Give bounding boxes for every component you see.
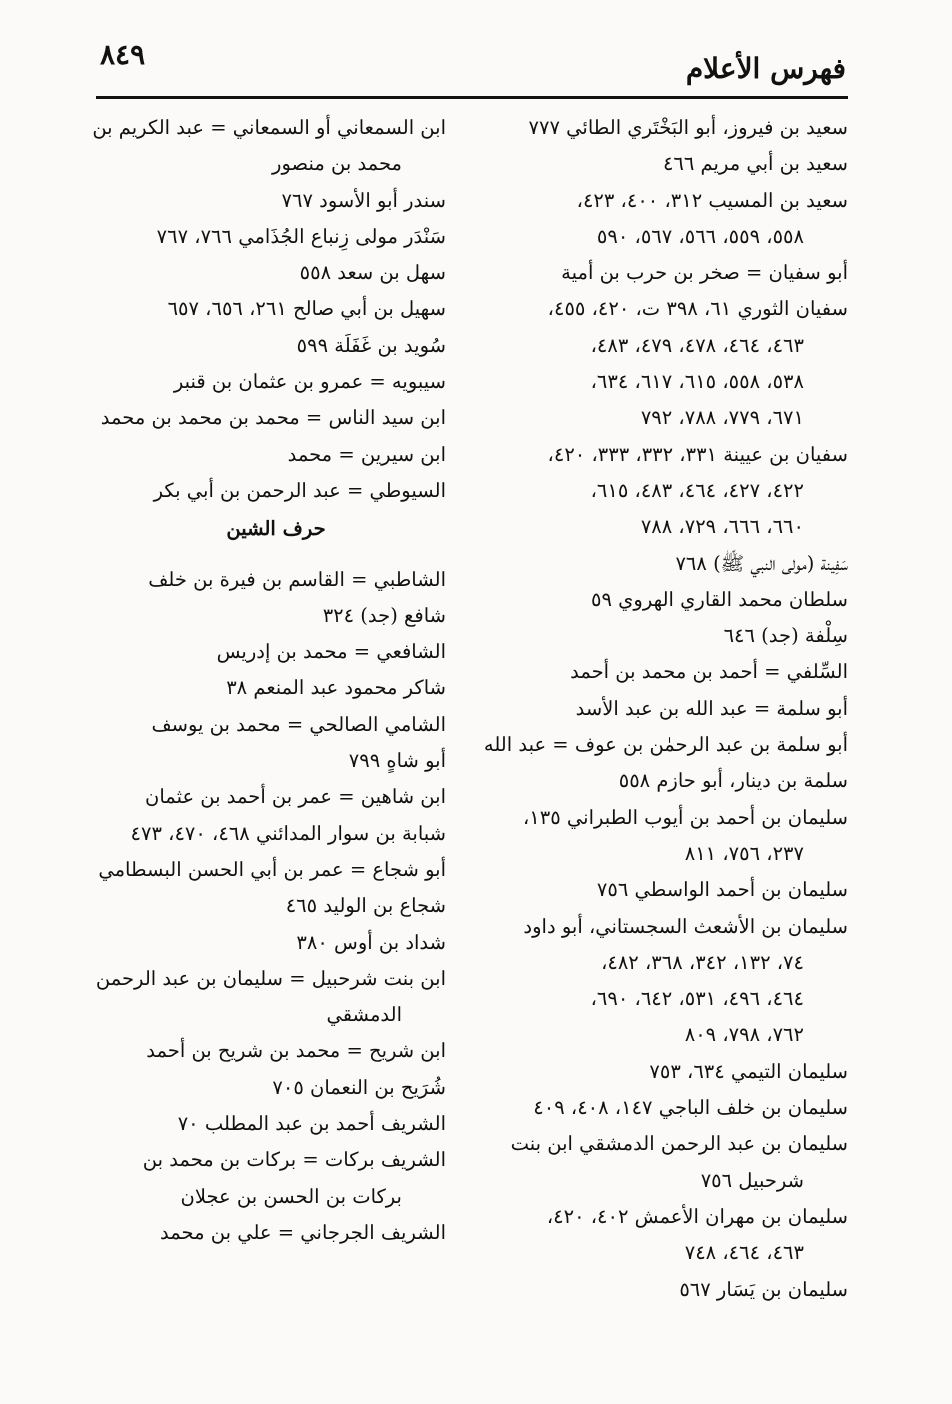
index-entry [476,1199,848,1272]
entry-line: شاكر محمود عبد المنعم ٣٨ [226,676,446,700]
entry-continuation: ٤٦٣، ٤٦٤، ٤٧٨، ٤٧٩، ٤٨٣، [590,333,804,357]
index-entry [476,727,848,763]
index-entry [66,1142,446,1215]
entry-line: سليمان التيمي ٦٣٤، ٧٥٣ [649,1059,848,1083]
index-entry [476,872,848,908]
index-entry [476,546,848,582]
entry-line: سليمان بن أحمد الواسطي ٧٥٦ [596,878,848,902]
index-entry [66,598,446,634]
index-entry [476,763,848,799]
entry-line: شبابة بن سوار المدائني ٤٦٨، ٤٧٠، ٤٧٣ [130,821,446,845]
index-entry [476,1272,848,1308]
index-entry [66,1106,446,1142]
index-entry [66,707,446,743]
entry-line: شداد بن أوس ٣٨٠ [296,930,446,954]
entry-line: ابن شريح = محمد بن شريح بن أحمد [146,1039,446,1063]
index-entry [66,1215,446,1251]
index-entry [66,743,446,779]
index-entry [66,779,446,815]
entry-line: سلمة بن دينار، أبو حازم ٥٥٨ [618,769,848,793]
entry-line: سليمان بن أحمد بن أيوب الطبراني ١٣٥، [522,805,848,829]
entry-continuation: محمد بن منصور [272,152,402,176]
entry-line: ابن سيرين = محمد [287,442,446,466]
page-header [96,30,848,99]
index-entry [476,183,848,256]
entry-line: سَنْدَر مولى زِنباع الجُذَامي ٧٦٦، ٧٦٧ [156,224,446,248]
index-entry [66,634,446,670]
entry-line: الشامي الصالحي = محمد بن يوسف [151,712,446,736]
index-entry [476,582,848,618]
entry-line: سلطان محمد القاري الهروي ٥٩ [591,587,848,611]
index-entry [66,888,446,924]
running-title: فهرس الأعلام [685,52,846,85]
entry-line: شُرَيح بن النعمان ٧٠٥ [272,1075,446,1099]
index-entry [66,110,446,183]
index-entry [66,961,446,1034]
entry-line: سهيل بن أبي صالح ٢٦١، ٦٥٦، ٦٥٧ [167,297,446,321]
index-entry [66,1070,446,1106]
index-entry [476,909,848,1054]
entry-line: سعيد بن فيروز، أبو البَخْتَري الطائي ٧٧٧ [528,116,848,139]
entry-line: سُويد بن غَفَلَة ٥٩٩ [296,333,446,357]
entry-line: سليمان بن مهران الأعمش ٤٠٢، ٤٢٠، [546,1204,848,1228]
entry-continuation: ٤٦٤، ٤٩٦، ٥٣١، ٦٤٢، ٦٩٠، [590,987,804,1011]
section-heading: حرف الشين [226,517,326,541]
entry-line: سهل بن سعد ٥٥٨ [299,261,446,285]
index-entry [476,255,848,291]
entry-line: الشافعي = محمد بن إدريس [216,640,446,664]
entry-continuation: ٤٦٣، ٤٦٤، ٧٤٨ [684,1241,804,1265]
entry-line: السِّلفي = أحمد بن محمد بن أحمد [570,660,848,684]
entry-continuation: ٥٥٨، ٥٥٩، ٥٦٦، ٥٦٧، ٥٩٠ [596,224,804,248]
entry-line: ابن السمعاني أو السمعاني = عبد الكريم بن [92,116,446,139]
index-entry [66,364,446,400]
entry-line: ابن بنت شرحبيل = سليمان بن عبد الرحمن [95,966,446,990]
index-entry [66,1033,446,1069]
entry-line: سليمان بن الأشعث السجستاني، أبو داود [523,914,848,938]
entry-line: الشريف بركات = بركات بن محمد بن [142,1148,446,1172]
entry-line: الشريف أحمد بن عبد المطلب ٧٠ [177,1112,446,1136]
index-entry [66,670,446,706]
index-entry [476,691,848,727]
entry-line: سفيان الثوري ٦١، ٣٩٨ ت، ٤٢٠، ٤٥٥، [547,297,848,321]
index-entry [66,473,446,509]
entry-line: السيوطي = عبد الرحمن بن أبي بكر [153,478,446,502]
entry-continuation: ٢٣٧، ٧٥٦، ٨١١ [684,841,804,865]
index-entry [476,146,848,182]
entry-line: سندر أبو الأسود ٧٦٧ [281,188,446,212]
index-entry [66,255,446,291]
entry-continuation: ٦٦٠، ٦٦٦، ٧٢٩، ٧٨٨ [640,515,804,539]
entry-line: ابن سيد الناس = محمد بن محمد بن محمد [100,406,446,430]
entry-line: سَفِينة (مولى النبي ﷺ) ٧٦٨ [675,551,848,575]
entry-line: سليمان بن عبد الرحمن الدمشقي ابن بنت [510,1132,848,1156]
entry-line: الشريف الجرجاني = علي بن محمد [160,1220,446,1244]
index-entry [476,618,848,654]
index-entry [476,1126,848,1199]
index-entry [66,925,446,961]
index-entry [66,852,446,888]
entry-line: الشاطبي = القاسم بن فيرة بن خلف [148,567,446,591]
entry-line: شافع (جد) ٣٢٤ [322,603,446,627]
entry-line: سليمان بن خلف الباجي ١٤٧، ٤٠٨، ٤٠٩ [533,1096,848,1120]
entry-line: سعيد بن المسيب ٣١٢، ٤٠٠، ٤٢٣، [576,188,848,212]
index-entry [476,437,848,546]
entry-line: أبو سلمة = عبد الله بن عبد الأسد [575,696,848,720]
index-entry [66,562,446,598]
entry-line: سعيد بن أبي مريم ٤٦٦ [662,152,848,176]
entry-line: أبو شجاع = عمر بن أبي الحسن البسطامي [98,857,446,881]
index-entry [66,400,446,436]
entry-line: شجاع بن الوليد ٤٦٥ [285,894,446,918]
entry-line: ابن شاهين = عمر بن أحمد بن عثمان [145,785,446,809]
index-entry [66,291,446,327]
entry-continuation: الدمشقي [326,1003,402,1027]
entry-continuation: ٧٦٢، ٧٩٨، ٨٠٩ [684,1023,804,1047]
entry-line: أبو سلمة بن عبد الرحمٰن بن عوف = عبد الله [483,733,848,757]
index-entry [476,110,848,146]
index-column-left [66,110,446,1251]
entry-line: أبو سفيان = صخر بن حرب بن أمية [561,261,848,285]
page-number: ٨٤٩ [100,38,146,71]
index-entry [476,1054,848,1090]
index-entry [476,291,848,436]
entry-line: سيبويه = عمرو بن عثمان بن قنبر [173,370,446,394]
index-entry [66,437,446,473]
entry-continuation: ٤٢٢، ٤٢٧، ٤٦٤، ٤٨٣، ٦١٥، [590,478,804,502]
index-entry [476,1090,848,1126]
entry-continuation: بركات بن الحسن بن عجلان [180,1184,402,1208]
index-entry [476,654,848,690]
entry-line: سِلْفة (جد) ٦٤٦ [723,624,848,648]
entry-line: سليمان بن يَسَار ٥٦٧ [679,1277,848,1301]
index-entry [476,800,848,873]
entry-continuation: شرحبيل ٧٥٦ [700,1168,804,1192]
entry-line: سفيان بن عيينة ٣٣١، ٣٣٢، ٣٣٣، ٤٢٠، [547,442,848,466]
index-column-right [476,110,848,1308]
index-entry [66,328,446,364]
entry-line: أبو شاهٍ ٧٩٩ [348,749,446,773]
index-entry [66,183,446,219]
entry-continuation: ٥٣٨، ٥٥٨، ٦١٥، ٦١٧، ٦٣٤، [590,370,804,394]
entry-continuation: ٧٤، ١٣٢، ٣٤٢، ٣٦٨، ٤٨٢، [601,950,804,974]
index-entry [66,816,446,852]
entry-continuation: ٦٧١، ٧٧٩، ٧٨٨، ٧٩٢ [640,406,804,430]
index-entry [66,219,446,255]
